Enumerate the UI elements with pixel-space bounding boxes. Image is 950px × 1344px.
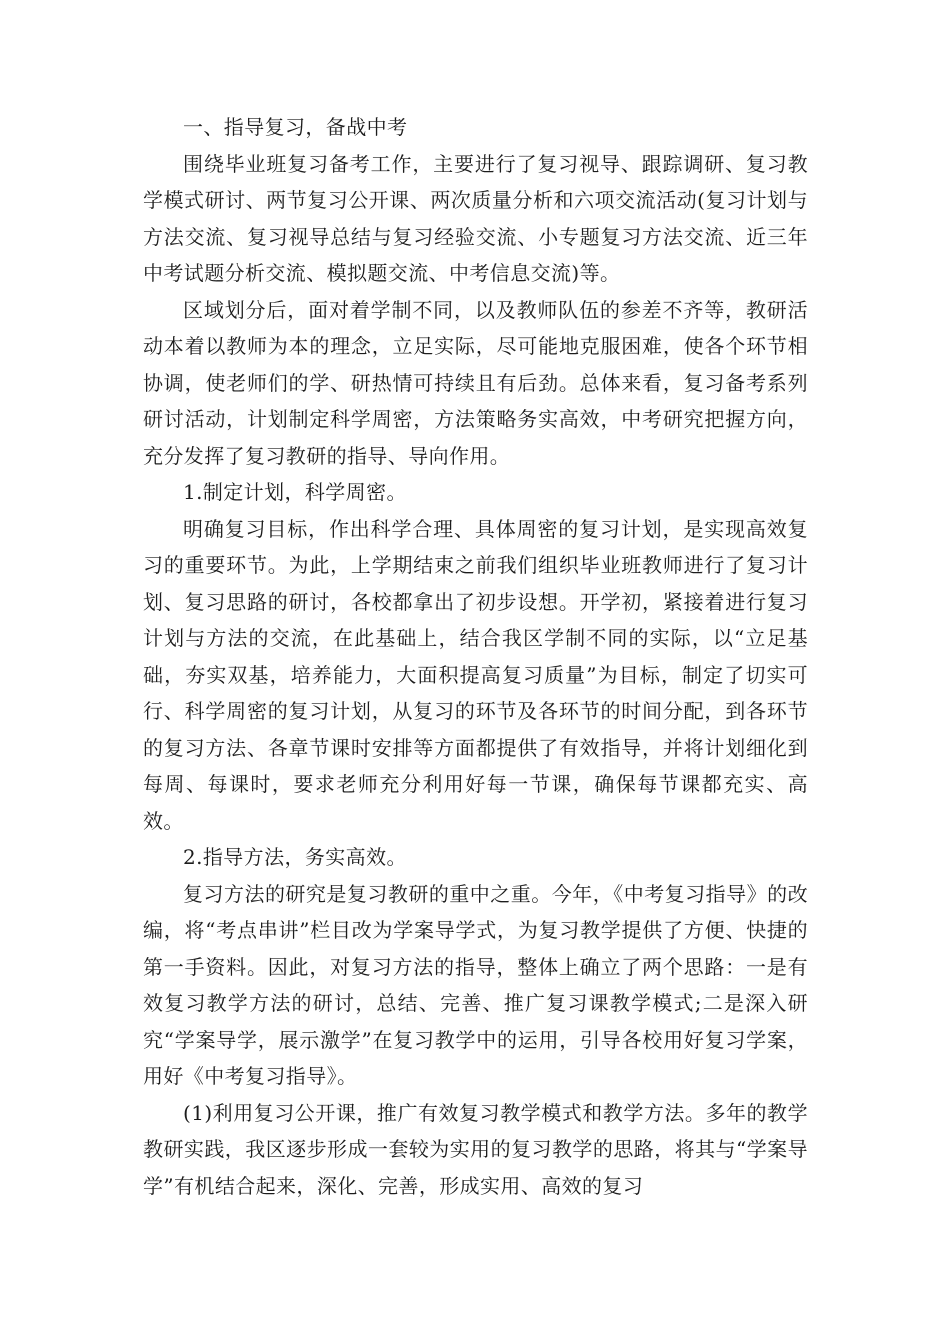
body-paragraph: 区域划分后，面对着学制不同，以及教师队伍的参差不齐等，教研活动本着以教师为本的理念，立足实际，尽可能地克服困难，使各个环节相协调，使老师们的学、研热情可持续且有后劲。总体来看，复习备考系列研讨活动，计划制定科学周密，方法策略务实高效，中考研究把握方向，充分发挥了复习教研的指导、导向作用。 [143,297,808,468]
section-heading: 一、指导复习，备战中考 [183,115,408,139]
subsection-heading: 1.制定计划，科学周密。 [183,480,407,504]
body-paragraph: (1)利用复习公开课，推广有效复习教学模式和教学方法。多年的教学教研实践，我区逐步形成一套较为实用的复习教学的思路，将其与“学案导学”有机结合起来，深化、完善，形成实用、高效的复习 [143,1100,808,1198]
body-paragraph: 围绕毕业班复习备考工作，主要进行了复习视导、跟踪调研、复习教学模式研讨、两节复习公开课、两次质量分析和六项交流活动(复习计划与方法交流、复习视导总结与复习经验交流、小专题复习方法交流、近三年中考试题分析交流、模拟题交流、中考信息交流)等。 [143,151,808,285]
body-paragraph: 明确复习目标，作出科学合理、具体周密的复习计划，是实现高效复习的重要环节。为此，上学期结束之前我们组织毕业班教师进行了复习计划、复习思路的研讨，各校都拿出了初步设想。开学初，紧接着进行复习计划与方法的交流，在此基础上，结合我区学制不同的实际，以“立足基础，夯实双基，培养能力，大面积提高复习质量”为目标，制定了切实可行、科学周密的复习计划，从复习的环节及各环节的时间分配，到各环节的复习方法、各章节课时安排等方面都提供了有效指导，并将计划细化到每周、每课时，要求老师充分利用好每一节课，确保每节课都充实、高效。 [143,516,808,833]
body-paragraph: 复习方法的研究是复习教研的重中之重。今年，《中考复习指导》的改编，将“考点串讲”栏目改为学案导学式，为复习教学提供了方便、快捷的第一手资料。因此，对复习方法的指导，整体上确立了两个思路：一是有效复习教学方法的研讨，总结、完善、推广复习课教学模式;二是深入研究“学案导学，展示激学”在复习教学中的运用，引导各校用好复习学案，用好《中考复习指导》。 [143,881,808,1088]
subsection-heading: 2.指导方法，务实高效。 [183,845,407,869]
document-body [143,109,808,1204]
